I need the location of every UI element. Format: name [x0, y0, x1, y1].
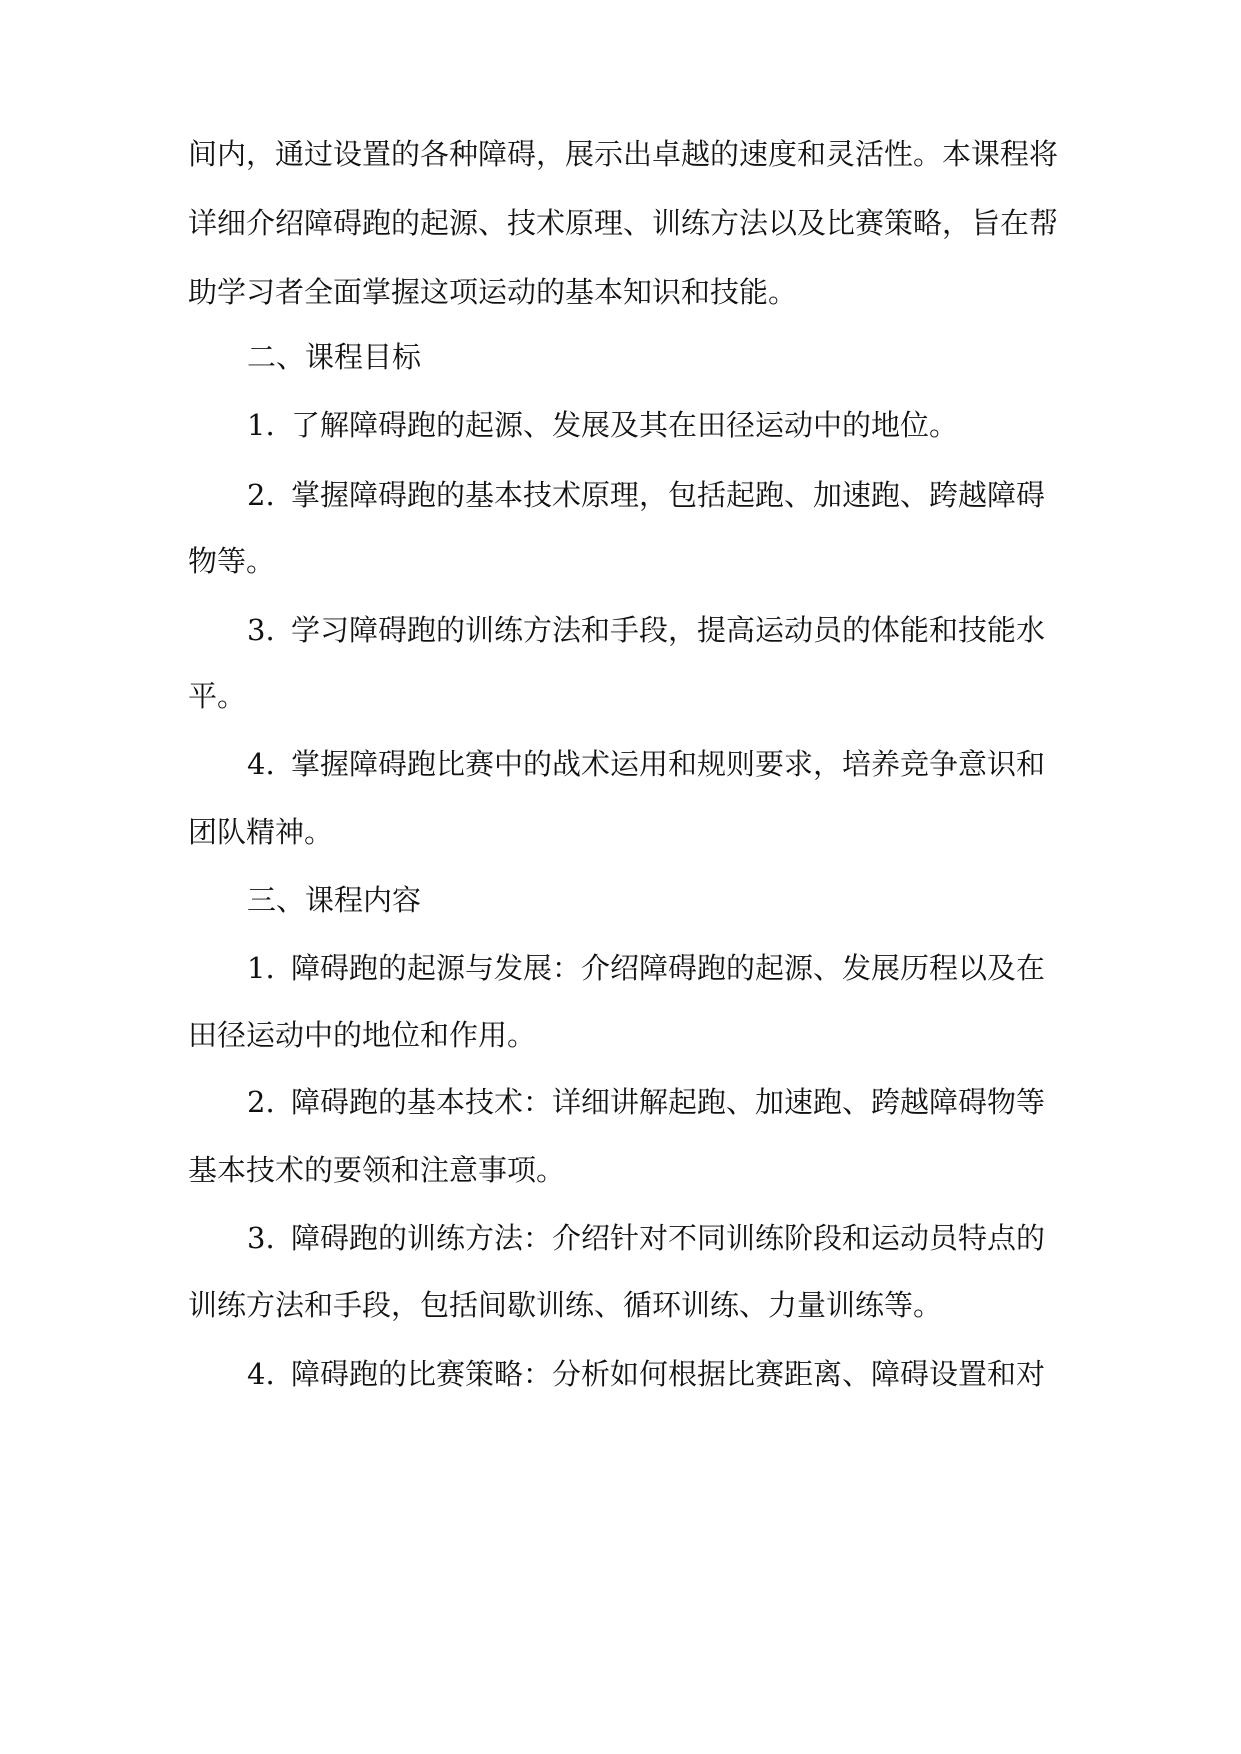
goal-item-2-cont: 物等。: [188, 544, 276, 578]
item-number: 3.: [247, 1221, 275, 1255]
content-item-4: [0, 1354, 1045, 1394]
content-item-3: [0, 1218, 1045, 1258]
goal-item-4: [0, 744, 1045, 784]
content-item-1: [0, 948, 1045, 988]
item-number: 4.: [247, 747, 275, 781]
item-text: 学习障碍跑的训练方法和手段，提高运动员的体能和技能水: [291, 613, 1046, 647]
goal-item-2: [0, 475, 1045, 515]
section-heading-goals: 二、课程目标: [247, 340, 422, 374]
item-text: 了解障碍跑的起源、发展及其在田径运动中的地位。: [291, 408, 959, 442]
item-text: 障碍跑的基本技术：详细讲解起跑、加速跑、跨越障碍物等: [291, 1085, 1046, 1119]
item-number: 2.: [247, 1085, 275, 1119]
item-text: 掌握障碍跑的基本技术原理，包括起跑、加速跑、跨越障碍: [291, 478, 1046, 512]
content-item-2: [0, 1082, 1045, 1122]
intro-line-3: 助学习者全面掌握这项运动的基本知识和技能。: [188, 275, 798, 309]
content-item-2-cont: 基本技术的要领和注意事项。: [188, 1153, 566, 1187]
item-text: 障碍跑的比赛策略：分析如何根据比赛距离、障碍设置和对: [291, 1357, 1046, 1391]
intro-line-2: 详细介绍障碍跑的起源、技术原理、训练方法以及比赛策略，旨在帮: [188, 206, 1059, 240]
content-item-3-cont: 训练方法和手段，包括间歇训练、循环训练、力量训练等。: [188, 1288, 943, 1322]
item-text: 掌握障碍跑比赛中的战术运用和规则要求，培养竞争意识和: [291, 747, 1046, 781]
goal-item-4-cont: 团队精神。: [188, 815, 334, 849]
item-text: 障碍跑的起源与发展：介绍障碍跑的起源、发展历程以及在: [291, 951, 1046, 985]
goal-item-3-cont: 平。: [188, 679, 247, 713]
intro-line-1: 间内，通过设置的各种障碍，展示出卓越的速度和灵活性。本课程将: [188, 137, 1059, 171]
item-number: 1.: [247, 951, 275, 985]
item-text: 障碍跑的训练方法：介绍针对不同训练阶段和运动员特点的: [291, 1221, 1046, 1255]
item-number: 4.: [247, 1357, 275, 1391]
section-heading-content: 三、课程内容: [247, 883, 422, 917]
item-number: 1.: [247, 408, 275, 442]
item-number: 3.: [247, 613, 275, 647]
goal-item-1: [0, 405, 958, 445]
item-number: 2.: [247, 478, 275, 512]
content-item-1-cont: 田径运动中的地位和作用。: [188, 1018, 537, 1052]
goal-item-3: [0, 610, 1045, 650]
